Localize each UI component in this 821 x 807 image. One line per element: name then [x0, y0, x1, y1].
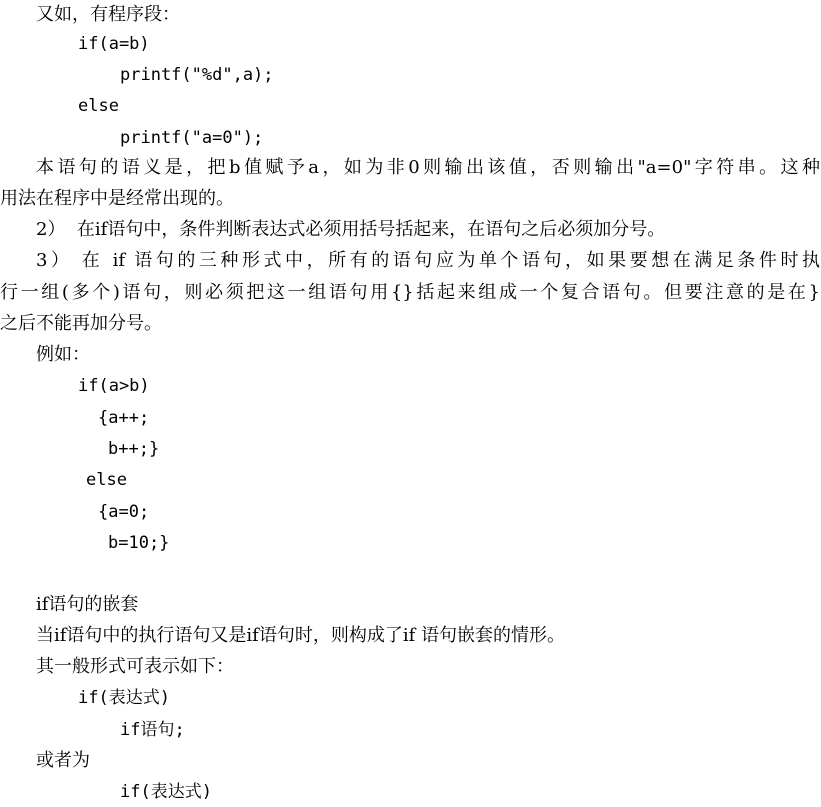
note-3-line: 3） 在 if 语句的三种形式中，所有的语句应为单个语句，如果要想在满足条件时执	[36, 250, 820, 271]
code-line: else	[78, 96, 119, 116]
code-line: if(表达式)	[78, 688, 170, 708]
note-3-line: 行一组(多个)语句，则必须把这一组语句用{}括起来组成一个复合语句。但要注意的是在}	[0, 282, 820, 303]
note-3-line: 之后不能再加分号。	[0, 313, 162, 334]
paragraph-line: 或者为	[36, 750, 90, 771]
code-line: if(a=b)	[78, 34, 150, 54]
paragraph-line: 其一般形式可表示如下：	[36, 656, 234, 677]
note-2: 2） 在if语句中，条件判断表达式必须用括号括起来，在语句之后必须加分号。	[36, 219, 666, 240]
code-line: printf("%d",a);	[120, 65, 274, 85]
code-line: else	[86, 470, 127, 490]
paragraph-line: 本语句的语义是，把b值赋予a，如为非0则输出该值，否则输出"a=0"字符串。这种	[36, 157, 820, 178]
intro-text: 又如，有程序段：	[36, 4, 180, 25]
paragraph-line: 当if语句中的执行语句又是if语句时，则构成了if 语句嵌套的情形。	[36, 625, 565, 646]
example-label: 例如：	[36, 344, 90, 365]
code-line: if(表达式)	[120, 782, 212, 802]
code-line: printf("a=0");	[120, 128, 264, 148]
code-line: b=10;}	[108, 533, 170, 553]
section-heading: if语句的嵌套	[36, 594, 139, 615]
code-line: if(a>b)	[78, 376, 150, 396]
code-line: b++;}	[108, 439, 160, 459]
paragraph-line: 用法在程序中是经常出现的。	[0, 188, 234, 209]
code-line: {a=0;	[98, 502, 150, 522]
code-line: if语句;	[120, 720, 185, 740]
code-line: {a++;	[98, 408, 150, 428]
